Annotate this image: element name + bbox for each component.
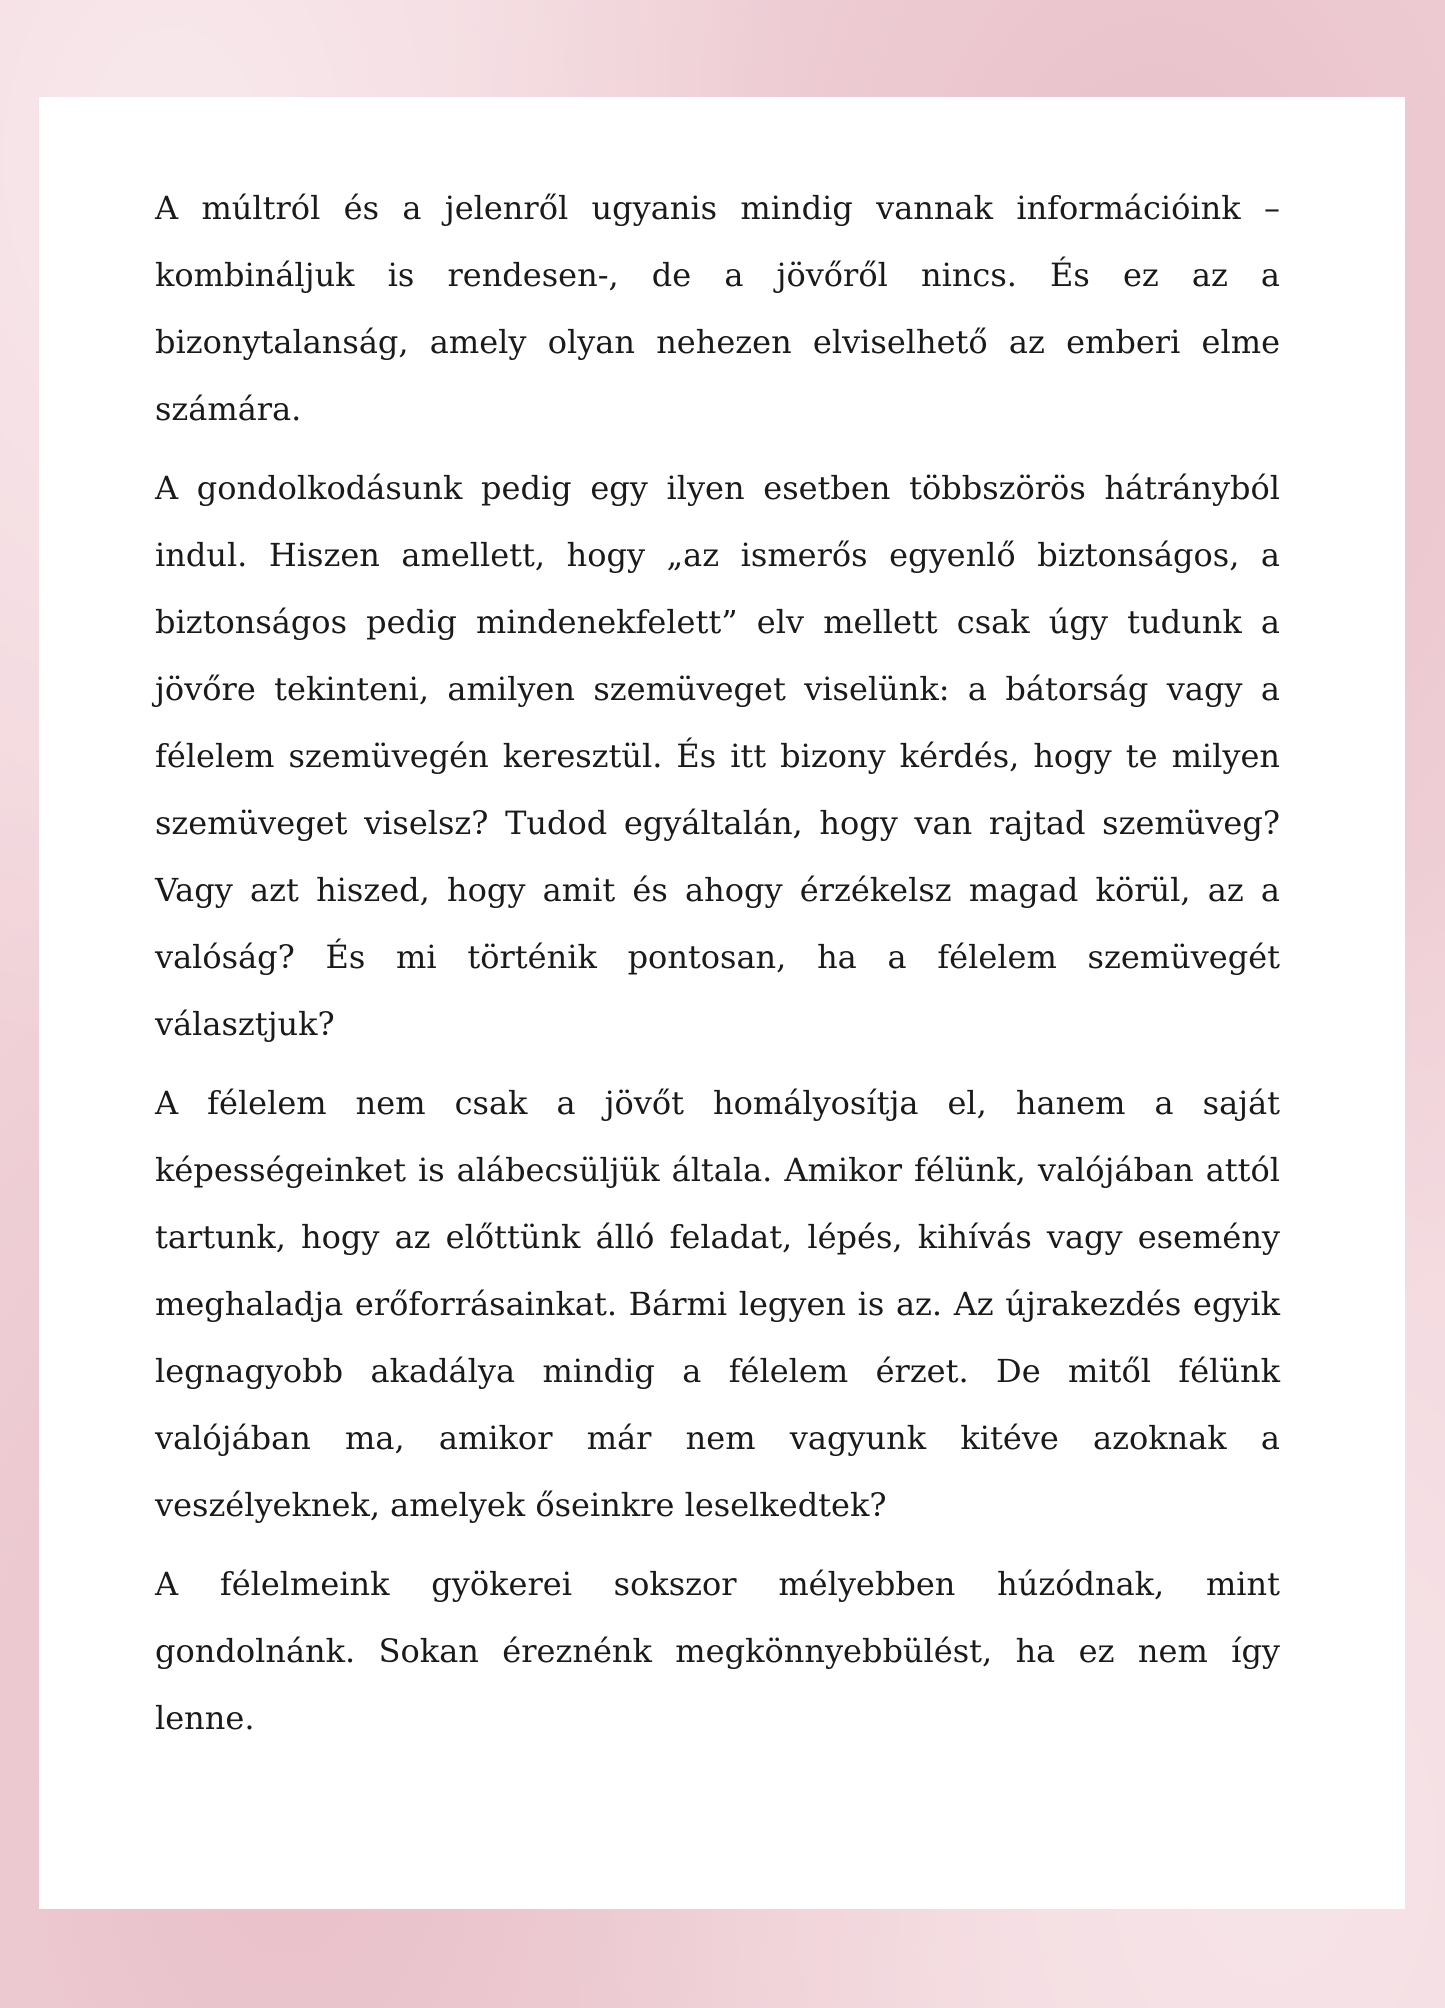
page-card	[39, 97, 1405, 1909]
paragraph: A múltról és a jelenről ugyanis mindig vannak információink – kombináljuk is rendesen-, de a jövőről nincs. És ez az a bizonytalanság, amely olyan nehezen elviselhető az emberi elme számára.	[155, 189, 1280, 428]
body-text	[155, 175, 1280, 1764]
paragraph: A félelmeink gyökerei sokszor mélyebben húzódnak, mint gondolnánk. Sokan éreznénk megkönnyebbülést, ha ez nem így lenne.	[155, 1565, 1280, 1737]
paragraph: A félelem nem csak a jövőt homályosítja el, hanem a saját képességeinket is alábecsüljük általa. Amikor félünk, valójában attól tartunk, hogy az előttünk álló feladat, lépés, kihívás vagy esemény meghaladja erőforrásainkat. Bármi legyen is az. Az újrakezdés egyik legnagyobb akadálya mindig a félelem érzet. De mitől félünk valójában ma, amikor már nem vagyunk kitéve azoknak a veszélyeknek, amelyek őseinkre leselkedtek?	[155, 1084, 1280, 1524]
paragraph: A gondolkodásunk pedig egy ilyen esetben többszörös hátrányból indul. Hiszen amellett, hogy „az ismerős egyenlő biztonságos, a biztonságos pedig mindenekfelett” elv mellett csak úgy tudunk a jövőre tekinteni, amilyen szemüveget viselünk: a bátorság vagy a félelem szemüvegén keresztül. És itt bizony kérdés, hogy te milyen szemüveget viselsz? Tudod egyáltalán, hogy van rajtad szemüveg? Vagy azt hiszed, hogy amit és ahogy érzékelsz magad körül, az a valóság? És mi történik pontosan, ha a félelem szemüvegét választjuk?	[155, 469, 1280, 1043]
